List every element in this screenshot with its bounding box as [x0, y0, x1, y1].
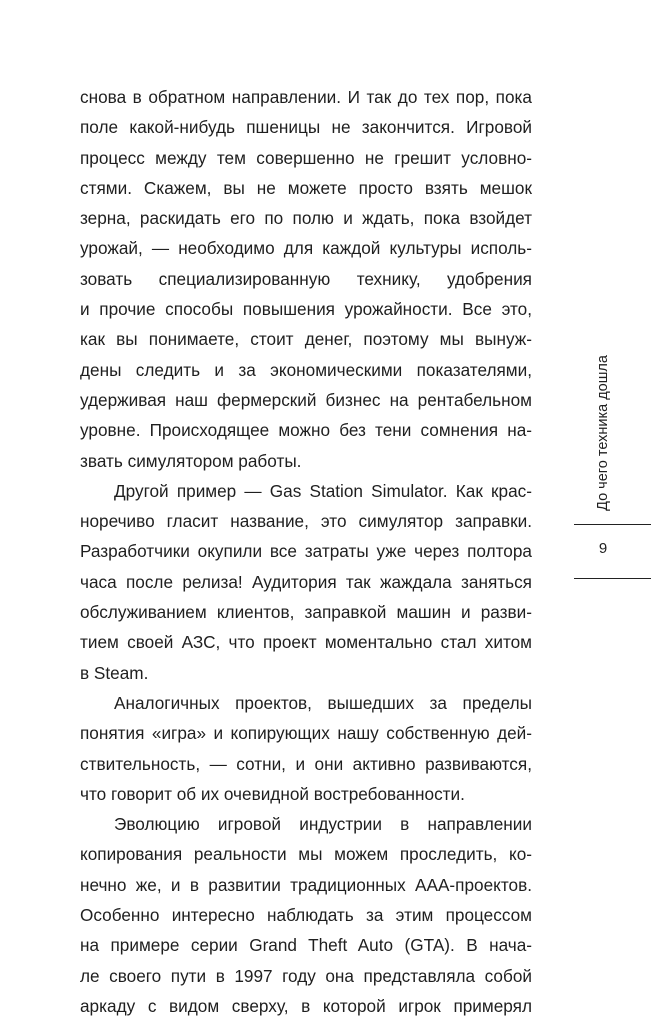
text-line: ствительность, — сотни, и они активно развиваются,	[80, 753, 532, 774]
text-line: в Steam.	[80, 662, 149, 683]
text-line: Аналогичных проектов, вышедших за пределы	[114, 692, 532, 713]
text-line: дены следить и за экономическими показателями,	[80, 359, 532, 380]
text-line: как вы понимаете, стоит денег, поэтому мы вынуж-	[80, 329, 532, 350]
text-line: тием своей АЗС, что проект моментально стал хитом	[80, 632, 532, 653]
text-line: нечно же, и в развитии традиционных ААА-проектов.	[80, 874, 532, 895]
text-line: уровне. Происходящее можно без тени сомнения на-	[80, 420, 532, 441]
text-line: Особенно интересно наблюдать за этим процессом	[80, 905, 532, 926]
text-line: на примере серии Grand Theft Auto (GTA). В нача-	[80, 935, 532, 956]
running-head-divider-top	[574, 524, 651, 525]
text-line: понятия «игра» и копирующих нашу собственную дей-	[80, 723, 532, 744]
running-head-chapter-title	[591, 350, 615, 515]
text-line: часа после релиза! Аудитория так жаждала заняться	[80, 571, 532, 592]
paragraph-3	[80, 688, 532, 809]
text-line: что говорит об их очевидной востребованности.	[80, 783, 465, 804]
text-line: процесс между тем совершенно не грешит условно-	[80, 147, 532, 168]
text-line: и прочие способы повышения урожайности. Все это,	[80, 299, 532, 320]
paragraph-4	[80, 809, 532, 1021]
text-line: снова в обратном направлении. И так до тех пор, пока	[80, 87, 532, 107]
paragraph-2	[80, 476, 532, 688]
text-line: копирования реальности мы можем проследить, ко-	[80, 844, 532, 865]
text-line: ле своего пути в 1997 году она представляла собой	[80, 965, 532, 986]
text-line: урожай, — необходимо для каждой культуры исполь-	[80, 238, 532, 259]
text-line: Другой пример — Gas Station Simulator. Как крас-	[114, 480, 532, 501]
text-line: звать симулятором работы.	[80, 450, 302, 471]
text-line: зовать специализированную технику, удобрения	[80, 268, 532, 289]
text-line: обслуживанием клиентов, заправкой машин и разви-	[80, 602, 532, 623]
text-line: Разработчики окупили все затраты уже через полтора	[80, 541, 532, 562]
text-line: стями. Скажем, вы не можете просто взять мешок	[80, 177, 532, 198]
running-head-divider-bottom	[574, 578, 651, 579]
text-line: норечиво гласит название, это симулятор заправки.	[80, 511, 532, 532]
chapter-title-text: До чего техника дошла	[595, 354, 611, 511]
text-line: поле какой-нибудь пшеницы не закончится. Игровой	[80, 117, 532, 138]
paragraph-1	[80, 82, 532, 476]
page-body-text	[80, 82, 532, 1021]
text-line: удерживая наш фермерский бизнес на рентабельном	[80, 389, 532, 410]
text-line: Эволюцию игровой индустрии в направлении	[114, 814, 532, 835]
text-line: аркаду с видом сверху, в которой игрок примерял	[80, 995, 532, 1016]
text-line: зерна, раскидать его по полю и ждать, пока взойдет	[80, 208, 532, 229]
page-number: 9	[598, 540, 608, 557]
